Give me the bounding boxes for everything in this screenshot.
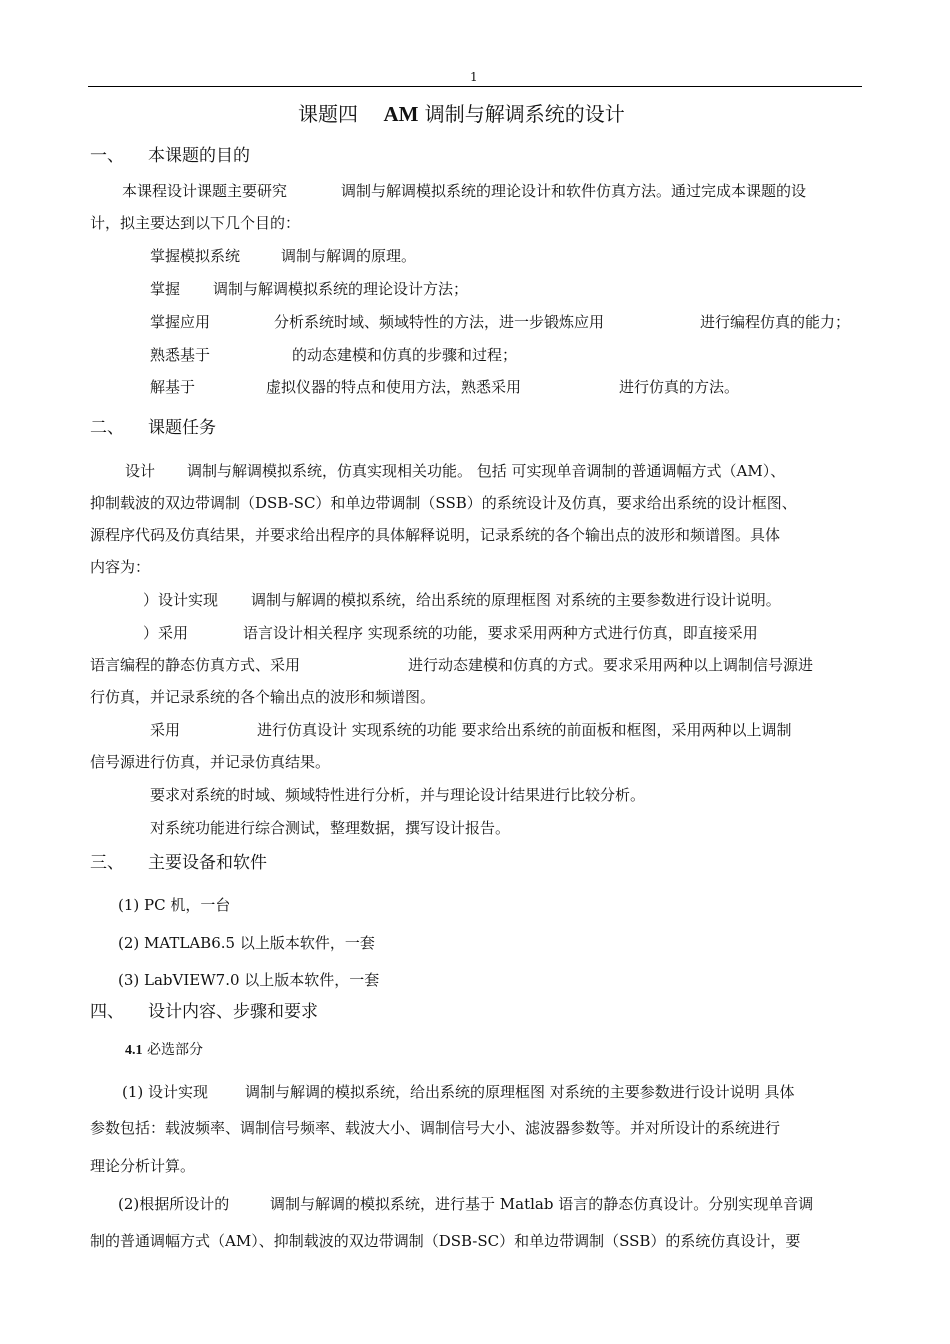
task-3-line2: 信号源进行仿真，并记录仿真结果。 — [90, 753, 331, 771]
task-5: 对系统功能进行综合测试，整理数据，撰写设计报告。 — [150, 819, 511, 837]
section-title: 课题任务 — [148, 418, 216, 438]
goal-1a: 掌握模拟系统 — [150, 247, 241, 265]
section-heading-4 — [90, 997, 390, 1022]
goal-4a: 熟悉基于 — [150, 346, 211, 364]
title-prefix: 课题四 — [298, 102, 358, 126]
subsection-number: 4.1 — [125, 1043, 143, 1058]
s1-intro-line2: 计，拟主要达到以下几个目的： — [90, 214, 301, 232]
title-code: AM — [383, 102, 419, 126]
goal-5b: 虚拟仪器的特点和使用方法，熟悉采用 — [266, 378, 522, 396]
task-2-line2a: 语言编程的静态仿真方式、采用 — [90, 656, 301, 674]
s4-p2-line2: 制的普通调幅方式（AM）、抑制载波的双边带调制（DSB-SC）和单边带调制（SSB）的系统仿真设计，要 — [90, 1232, 801, 1250]
s2-p1-line1b: 调制与解调模拟系统，仿真实现相关功能。 包括 可实现单音调制的普通调幅方式（AM）、 — [187, 462, 786, 480]
task-4: 要求对系统的时域、频域特性进行分析，并与理论设计结果进行比较分析。 — [150, 786, 646, 804]
s1-intro-line1b: 调制与解调模拟系统的理论设计和软件仿真方法。通过完成本课题的设 — [341, 182, 807, 200]
goal-3a: 掌握应用 — [150, 313, 211, 331]
task-3b: 进行仿真设计 实现系统的功能 要求给出系统的前面板和框图，采用两种以上调制 — [257, 721, 792, 739]
s4-p1-line2: 参数包括：载波频率、调制信号频率、载波大小、调制信号大小、滤波器参数等。并对所设计的系统进行 — [90, 1119, 781, 1137]
s4-p1-line1a: (1) 设计实现 — [122, 1083, 209, 1101]
goal-3b: 分析系统时域、频域特性的方法，进一步锻炼应用 — [274, 313, 605, 331]
s2-p1-line3: 源程序代码及仿真结果，并要求给出程序的具体解释说明，记录系统的各个输出点的波形和频谱图。具体 — [90, 526, 781, 544]
goal-1b: 调制与解调的原理。 — [281, 247, 417, 265]
s1-intro-line1a: 本课程设计课题主要研究 — [122, 182, 288, 200]
section-title: 设计内容、步骤和要求 — [148, 1002, 318, 1022]
section-heading-3 — [90, 848, 390, 873]
section-number: 四、 — [90, 1002, 124, 1022]
goal-3c: 进行编程仿真的能力； — [700, 313, 851, 331]
section-title: 主要设备和软件 — [148, 853, 267, 873]
goal-2a: 掌握 — [150, 280, 181, 298]
goal-2b: 调制与解调模拟系统的理论设计方法； — [213, 280, 469, 298]
header-rule — [88, 86, 862, 87]
section-heading-1 — [90, 141, 390, 166]
task-3a: 采用 — [150, 721, 181, 739]
goal-5c: 进行仿真的方法。 — [619, 378, 740, 396]
equipment-item-1: (1) PC 机，一台 — [118, 896, 231, 914]
s4-p2-line1a: (2)根据所设计的 — [118, 1195, 230, 1213]
section-number: 二、 — [90, 418, 124, 438]
goal-4b: 的动态建模和仿真的步骤和过程； — [292, 346, 518, 364]
s4-p1-line1b: 调制与解调的模拟系统，给出系统的原理框图 对系统的主要参数进行设计说明 具体 — [245, 1083, 795, 1101]
title-suffix: 调制与解调系统的设计 — [424, 102, 625, 126]
subsection-title: 必选部分 — [146, 1042, 203, 1058]
subsection-heading — [125, 1039, 203, 1059]
s2-p1-line4: 内容为： — [90, 558, 151, 576]
task-1b: 调制与解调的模拟系统，给出系统的原理框图 对系统的主要参数进行设计说明。 — [251, 591, 781, 609]
section-number: 三、 — [90, 853, 124, 873]
section-number: 一、 — [90, 146, 124, 166]
task-2-line2b: 进行动态建模和仿真的方式。要求采用两种以上调制信号源进 — [408, 656, 814, 674]
equipment-item-2: (2) MATLAB6.5 以上版本软件，一套 — [118, 934, 375, 952]
equipment-item-3: (3) LabVIEW7.0 以上版本软件，一套 — [118, 971, 380, 989]
section-title: 本课题的目的 — [148, 146, 250, 166]
goal-5a: 解基于 — [150, 378, 196, 396]
task-2-line3: 行仿真，并记录系统的各个输出点的波形和频谱图。 — [90, 688, 436, 706]
page-title — [298, 98, 625, 127]
page-number: 1 — [470, 70, 478, 84]
task-2b: 语言设计相关程序 实现系统的功能，要求采用两种方式进行仿真，即直接采用 — [243, 624, 758, 642]
s4-p1-line3: 理论分析计算。 — [90, 1157, 196, 1175]
s2-p1-line2: 抑制载波的双边带调制（DSB-SC）和单边带调制（SSB）的系统设计及仿真，要求给出系统的设计框图、 — [90, 494, 797, 512]
task-1a: ）设计实现 — [143, 591, 219, 609]
s4-p2-line1b: 调制与解调的模拟系统，进行基于 Matlab 语言的静态仿真设计。分别实现单音调 — [270, 1195, 814, 1213]
task-2a: ）采用 — [143, 624, 189, 642]
section-heading-2 — [90, 413, 390, 438]
s2-p1-line1a: 设计 — [125, 462, 156, 480]
